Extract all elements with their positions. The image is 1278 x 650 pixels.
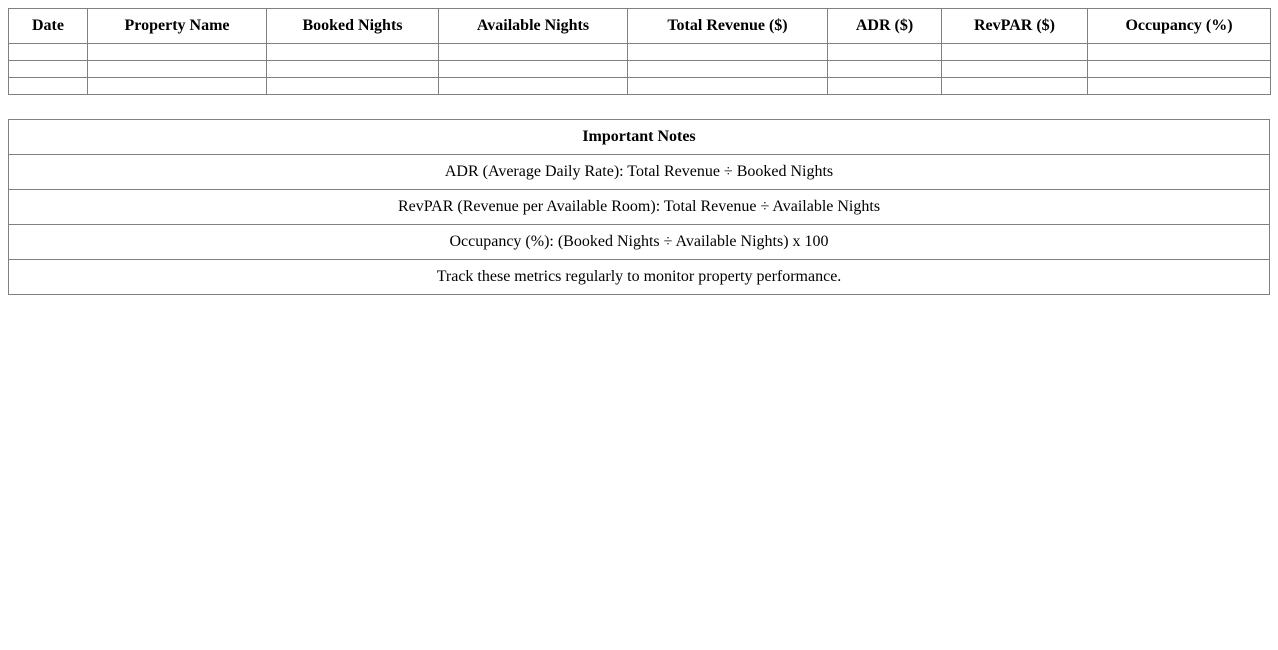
column-header-property-name: Property Name: [88, 9, 267, 44]
column-header-date: Date: [9, 9, 88, 44]
note-row: [9, 155, 1270, 190]
table-cell[interactable]: [1088, 61, 1271, 78]
table-cell[interactable]: [828, 61, 942, 78]
metrics-table: [8, 8, 1271, 95]
column-header-occupancy: Occupancy (%): [1088, 9, 1271, 44]
table-cell[interactable]: [942, 61, 1088, 78]
notes-title: Important Notes: [9, 120, 1270, 155]
note-occupancy: Occupancy (%): (Booked Nights ÷ Available Nights) x 100: [9, 225, 1270, 260]
table-cell[interactable]: [628, 61, 828, 78]
table-cell[interactable]: [88, 44, 267, 61]
table-cell[interactable]: [1088, 78, 1271, 95]
note-row: [9, 260, 1270, 295]
page-content: [8, 8, 1270, 295]
note-row: [9, 190, 1270, 225]
table-cell[interactable]: [828, 78, 942, 95]
table-cell[interactable]: [267, 61, 439, 78]
table-cell[interactable]: [267, 78, 439, 95]
column-header-booked-nights: Booked Nights: [267, 9, 439, 44]
table-row: [9, 61, 1271, 78]
table-cell[interactable]: [439, 44, 628, 61]
note-adr: ADR (Average Daily Rate): Total Revenue ÷ Booked Nights: [9, 155, 1270, 190]
table-cell[interactable]: [88, 61, 267, 78]
table-row: [9, 78, 1271, 95]
column-header-adr: ADR ($): [828, 9, 942, 44]
note-row: [9, 225, 1270, 260]
table-cell[interactable]: [942, 44, 1088, 61]
table-cell[interactable]: [88, 78, 267, 95]
note-revpar: RevPAR (Revenue per Available Room): Total Revenue ÷ Available Nights: [9, 190, 1270, 225]
table-cell[interactable]: [439, 78, 628, 95]
table-cell[interactable]: [828, 44, 942, 61]
table-cell[interactable]: [1088, 44, 1271, 61]
table-cell[interactable]: [9, 44, 88, 61]
note-tracking-tip: Track these metrics regularly to monitor property performance.: [9, 260, 1270, 295]
header-row: [9, 9, 1271, 44]
notes-header-row: [9, 120, 1270, 155]
table-cell[interactable]: [628, 78, 828, 95]
notes-table: [8, 119, 1270, 295]
table-cell[interactable]: [628, 44, 828, 61]
table-row: [9, 44, 1271, 61]
table-cell[interactable]: [439, 61, 628, 78]
column-header-total-revenue: Total Revenue ($): [628, 9, 828, 44]
table-cell[interactable]: [267, 44, 439, 61]
column-header-revpar: RevPAR ($): [942, 9, 1088, 44]
table-cell[interactable]: [9, 78, 88, 95]
table-cell[interactable]: [942, 78, 1088, 95]
column-header-available-nights: Available Nights: [439, 9, 628, 44]
table-cell[interactable]: [9, 61, 88, 78]
